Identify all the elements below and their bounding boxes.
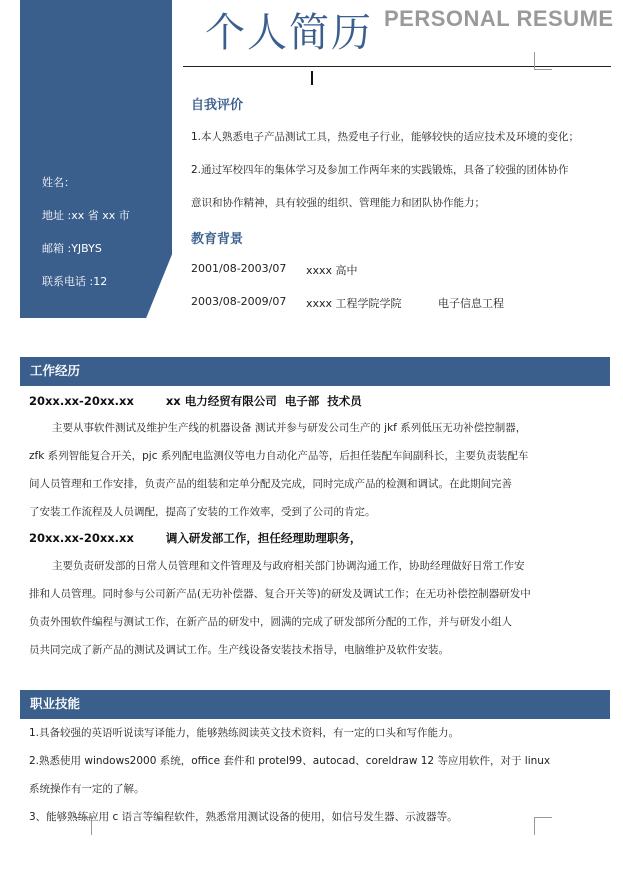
skills-line: 系统操作有一定的了解。 bbox=[29, 783, 145, 795]
skills-line: 1.具备较强的英语听说读写译能力，能够熟练阅读英文技术资料，有一定的口头和写作能力。 bbox=[29, 727, 460, 739]
sidebar-phone: 联系电话 :12 bbox=[42, 275, 108, 288]
sidebar-address: 地址 :xx 省 xx 市 bbox=[42, 209, 130, 222]
crop-mark bbox=[534, 52, 535, 69]
education-major: 电子信息工程 bbox=[438, 297, 504, 310]
self-eval-line: 1.本人熟悉电子产品测试工具，热爱电子行业，能够较快的适应技术及环境的变化； bbox=[191, 131, 580, 143]
crop-mark bbox=[534, 817, 552, 818]
page-title: 个人简历 bbox=[205, 10, 373, 56]
crop-mark bbox=[534, 69, 552, 70]
job1-line: zfk 系列智能复合开关，pjc 系列配电监测仪等电力自动化产品等，后担任装配车间副科长，主要负责装配车 bbox=[29, 450, 529, 462]
self-eval-line: 意识和协作精神，具有较强的组织、管理能力和团队协作能力； bbox=[191, 197, 485, 209]
title-divider bbox=[183, 66, 611, 67]
job1-title: 20xx.xx-20xx.xx xx 电力经贸有限公司 电子部 技术员 bbox=[29, 394, 362, 408]
job2-line: 员共同完成了新产品的测试及调试工作。生产线设备安装技术指导，电脑维护及软件安装。 bbox=[29, 644, 449, 656]
job1-line: 了安装工作流程及人员调配，提高了安装的工作效率，受到了公司的肯定。 bbox=[29, 506, 376, 518]
sidebar-postcode: 邮箱 :YJBYS bbox=[42, 242, 102, 255]
work-heading-underline bbox=[20, 385, 610, 386]
education-period: 2003/08-2009/07 bbox=[191, 295, 287, 308]
education-school: xxxx 工程学院学院 bbox=[306, 297, 402, 310]
sidebar-name: 姓名： bbox=[42, 176, 75, 189]
page-subtitle: PERSONAL RESUME bbox=[384, 6, 614, 31]
education-heading: 教育背景 bbox=[191, 232, 244, 247]
job2-line: 负责外围软件编程与测试工作，在新产品的研发中，圆满的完成了研发部所分配的工作，并与研发小组人 bbox=[29, 616, 512, 628]
job1-line: 主要从事软件测试及维护生产线的机器设备 测试并参与研发公司生产的 jkf 系列低压无功补偿控制器， bbox=[52, 422, 527, 434]
job2-title: 20xx.xx-20xx.xx 调入研发部工作，担任经理助理职务， bbox=[29, 531, 362, 545]
self-eval-line: 2.通过军校四年的集体学习及参加工作两年来的实践锻炼，具备了较强的团体协作 bbox=[191, 164, 569, 176]
job2-line: 排和人员管理。同时参与公司新产品(无功补偿器、复合开关等)的研发及调试工作；在无功补偿控制器研发中 bbox=[29, 588, 531, 600]
skills-heading-underline bbox=[20, 718, 610, 719]
sidebar-panel bbox=[20, 0, 172, 318]
skills-line: 3、能够熟练应用 c 语言等编程软件，熟悉常用测试设备的使用，如信号发生器、示波器等。 bbox=[29, 811, 458, 823]
self-eval-heading: 自我评价 bbox=[191, 98, 244, 113]
work-heading-bar: 工作经历 bbox=[20, 357, 610, 385]
education-school: xxxx 高中 bbox=[306, 264, 358, 277]
job1-line: 间人员管理和工作安排，负责产品的组装和定单分配及完成，同时完成产品的检测和调试。在此期间完善 bbox=[29, 478, 512, 490]
text-cursor bbox=[311, 71, 313, 85]
skills-heading-bar: 职业技能 bbox=[20, 690, 610, 718]
skills-line: 2.熟悉使用 windows2000 系统，office 套件和 protel99、autocad、coreldraw 12 等应用软件，对于 linux bbox=[29, 755, 551, 767]
job2-line: 主要负责研发部的日常人员管理和文件管理及与政府相关部门协调沟通工作，协助经理做好日常工作安 bbox=[52, 560, 525, 572]
education-period: 2001/08-2003/07 bbox=[191, 262, 287, 275]
crop-mark bbox=[534, 817, 535, 835]
